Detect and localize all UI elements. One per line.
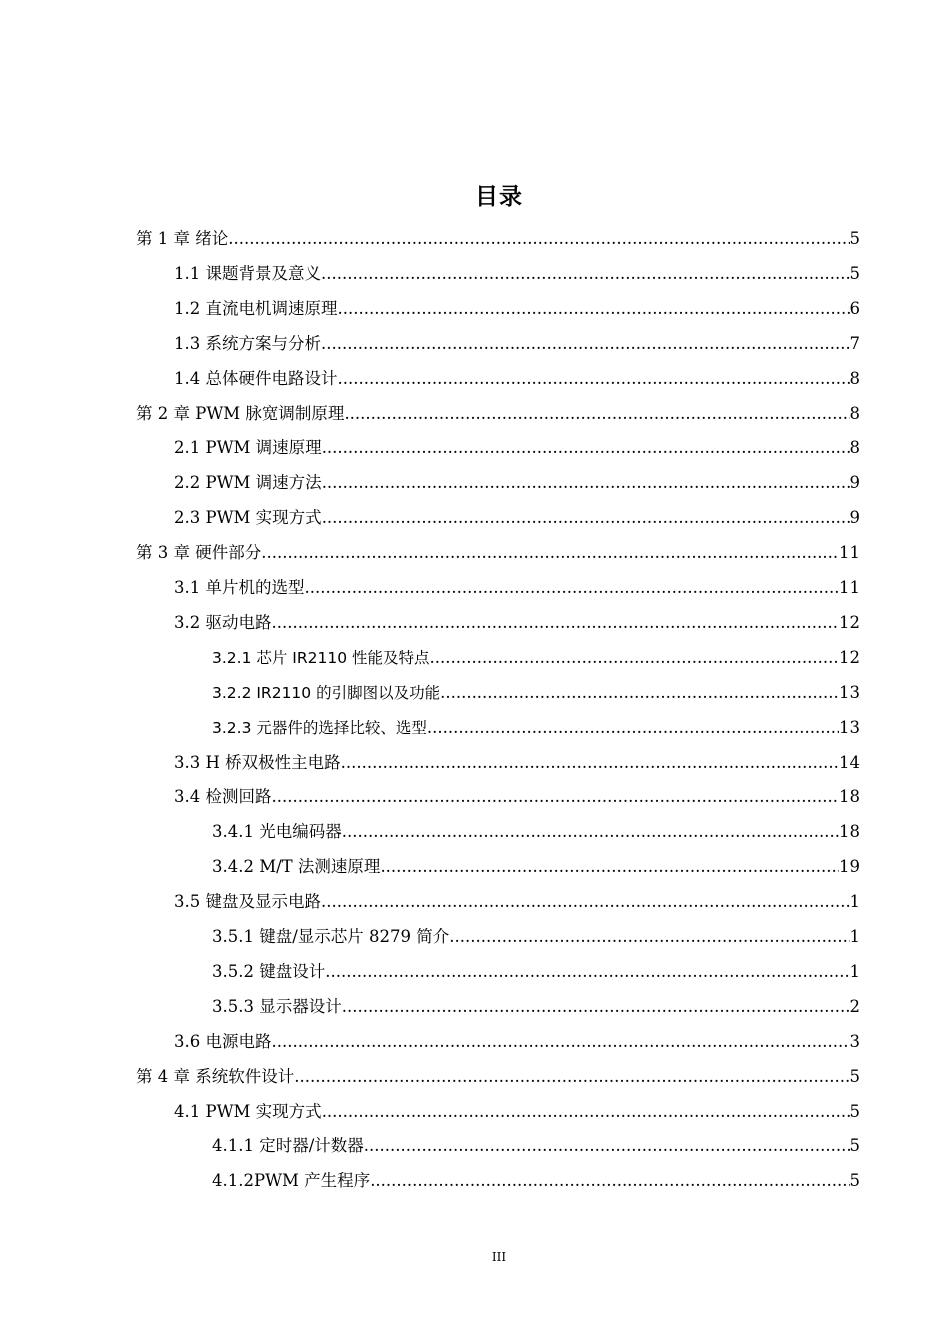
toc-entry[interactable]: [136, 397, 860, 431]
toc-entry[interactable]: [212, 815, 860, 849]
toc-entry[interactable]: [174, 885, 860, 919]
toc-entry-title: 2.2 PWM 调速方法: [174, 473, 322, 492]
dot-leader: [344, 397, 849, 431]
toc-entry-title: 1.1 课题背景及意义: [174, 264, 321, 283]
toc-entry-page-number: 1: [849, 962, 860, 981]
dot-leader: [272, 780, 840, 814]
toc-entry-title: 4.1 PWM 实现方式: [174, 1102, 322, 1121]
toc-entry-title: 4.1.1 定时器/计数器: [212, 1136, 364, 1155]
toc-entry-title: 3.6 电源电路: [174, 1032, 272, 1051]
toc-entry-title: 3.2.3 元器件的选择比较、选型: [212, 719, 427, 737]
dot-leader: [449, 920, 849, 954]
dot-leader: [364, 1129, 850, 1163]
toc-entry[interactable]: [212, 1129, 860, 1163]
toc-entry[interactable]: [212, 1164, 860, 1198]
toc-entry-page-number: 11: [839, 543, 860, 562]
toc-entry-title: 第 1 章 绪论: [136, 229, 229, 248]
toc-entry[interactable]: [174, 746, 860, 780]
toc-entry[interactable]: [174, 1095, 860, 1129]
toc-entry-title: 第 4 章 系统软件设计: [136, 1067, 295, 1086]
toc-entry-page-number: 3: [849, 1032, 860, 1051]
toc-entry-page-number: 14: [839, 753, 860, 772]
toc-entry[interactable]: [212, 711, 860, 745]
toc-entry-title: 1.2 直流电机调速原理: [174, 299, 338, 318]
toc-entry-title: 第 2 章 PWM 脉宽调制原理: [136, 404, 345, 423]
toc-entry[interactable]: [174, 780, 860, 814]
dot-leader: [321, 257, 850, 291]
toc-entry-page-number: 9: [849, 508, 860, 527]
dot-leader: [322, 466, 850, 500]
dot-leader: [427, 711, 839, 745]
toc-entry[interactable]: [212, 676, 860, 710]
toc-entry-title: 4.1.2PWM 产生程序: [212, 1171, 371, 1190]
dot-leader: [342, 990, 850, 1024]
toc-entry-title: 1.3 系统方案与分析: [174, 334, 321, 353]
toc-entry[interactable]: [174, 327, 860, 361]
dot-leader: [305, 571, 840, 605]
toc-entry-page-number: 12: [839, 648, 860, 667]
toc-entry[interactable]: [174, 466, 860, 500]
toc-entry[interactable]: [212, 641, 860, 675]
toc-entry-title: 3.4.1 光电编码器: [212, 822, 342, 841]
toc-entry-page-number: 6: [849, 299, 860, 318]
toc-entry-title: 3.3 H 桥双极性主电路: [174, 753, 341, 772]
toc-entry-page-number: 5: [849, 1067, 860, 1086]
toc-entry-page-number: 13: [839, 683, 860, 702]
toc-entry[interactable]: [136, 222, 860, 256]
toc-entry-title: 3.4 检测回路: [174, 787, 272, 806]
dot-leader: [380, 850, 839, 884]
dot-leader: [294, 1060, 849, 1094]
toc-entry-page-number: 5: [849, 264, 860, 283]
toc-entry-title: 1.4 总体硬件电路设计: [174, 369, 338, 388]
toc-title: 目录: [475, 184, 523, 210]
toc-entry-title: 2.3 PWM 实现方式: [174, 508, 322, 527]
toc-entry-title: 3.5.2 键盘设计: [212, 962, 326, 981]
dot-leader: [370, 1164, 849, 1198]
toc-entry-page-number: 1: [849, 892, 860, 911]
dot-leader: [338, 362, 850, 396]
dot-leader: [322, 431, 850, 465]
dot-leader: [430, 641, 839, 675]
toc-entry-page-number: 11: [839, 578, 860, 597]
dot-leader: [338, 292, 850, 326]
toc-entry-title: 3.2.2 IR2110 的引脚图以及功能: [212, 684, 441, 702]
toc-entry[interactable]: [174, 257, 860, 291]
dot-leader: [341, 746, 839, 780]
dot-leader: [322, 1095, 850, 1129]
toc-entry[interactable]: [174, 431, 860, 465]
toc-entry-page-number: 1: [849, 927, 860, 946]
dot-leader: [342, 815, 839, 849]
toc-entry-page-number: 8: [849, 438, 860, 457]
toc-entry-page-number: 8: [849, 404, 860, 423]
toc-entry-title: 3.2 驱动电路: [174, 613, 272, 632]
toc-entry-title: 3.5 键盘及显示电路: [174, 892, 321, 911]
dot-leader: [272, 606, 840, 640]
toc-entry-page-number: 5: [849, 1171, 860, 1190]
toc-entry[interactable]: [174, 606, 860, 640]
dot-leader: [321, 327, 850, 361]
toc-entry-title: 3.4.2 M/T 法测速原理: [212, 857, 381, 876]
toc-entry[interactable]: [174, 501, 860, 535]
toc-entry-page-number: 13: [839, 718, 860, 737]
toc-entry-title: 3.2.1 芯片 IR2110 性能及特点: [212, 649, 430, 667]
dot-leader: [440, 676, 839, 710]
toc-entry[interactable]: [136, 1060, 860, 1094]
toc-entry-page-number: 5: [849, 1136, 860, 1155]
toc-entry-page-number: 9: [849, 473, 860, 492]
dot-leader: [322, 501, 850, 535]
toc-entry[interactable]: [212, 955, 860, 989]
toc-entry-page-number: 5: [849, 1102, 860, 1121]
toc-entry-page-number: 2: [849, 997, 860, 1016]
dot-leader: [228, 222, 849, 256]
toc-entry[interactable]: [174, 292, 860, 326]
toc-entry[interactable]: [174, 571, 860, 605]
toc-entry-title: 3.5.3 显示器设计: [212, 997, 342, 1016]
dot-leader: [261, 536, 839, 570]
toc-entry-title: 2.1 PWM 调速原理: [174, 438, 322, 457]
toc-entry-title: 3.5.1 键盘/显示芯片 8279 简介: [212, 927, 450, 946]
toc-entry[interactable]: [212, 850, 860, 884]
toc-entry-page-number: 18: [839, 787, 860, 806]
toc-entry[interactable]: [212, 990, 860, 1024]
toc-entry-page-number: 18: [839, 822, 860, 841]
toc-entry-page-number: 12: [839, 613, 860, 632]
toc-entry-page-number: 8: [849, 369, 860, 388]
dot-leader: [321, 885, 850, 919]
toc-entry[interactable]: [174, 1025, 860, 1059]
dot-leader: [325, 955, 849, 989]
toc-entry-page-number: 5: [849, 229, 860, 248]
toc-entry[interactable]: [174, 362, 860, 396]
page-number-footer: III: [491, 1250, 507, 1264]
toc-entry-title: 第 3 章 硬件部分: [136, 543, 262, 562]
toc-entry-title: 3.1 单片机的选型: [174, 578, 305, 597]
toc-entry-page-number: 7: [849, 334, 860, 353]
toc-entry[interactable]: [212, 920, 860, 954]
dot-leader: [272, 1025, 850, 1059]
toc-entry[interactable]: [136, 536, 860, 570]
toc-entry-page-number: 19: [839, 857, 860, 876]
